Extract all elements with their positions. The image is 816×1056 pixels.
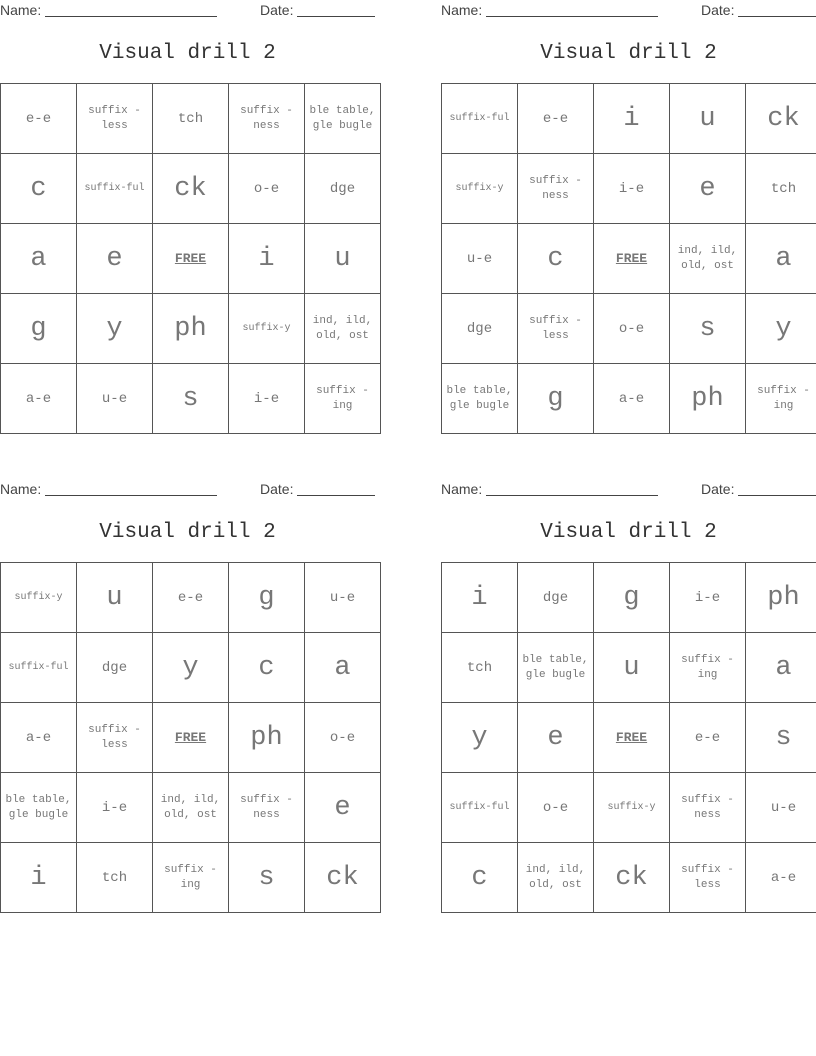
card-title: Visual drill 2 bbox=[99, 42, 276, 65]
grid-cell: tch bbox=[746, 154, 816, 224]
grid-cell: ind, ild, old, ost bbox=[518, 843, 594, 913]
grid-row bbox=[1, 84, 381, 154]
grid-cell: g bbox=[1, 294, 77, 364]
card-header bbox=[441, 0, 816, 22]
grid-row bbox=[1, 563, 381, 633]
grid-cell: suffix-y bbox=[229, 294, 305, 364]
grid-cell: suffix-ful bbox=[442, 84, 518, 154]
free-space-cell: FREE bbox=[594, 703, 670, 773]
grid-cell: suffix - less bbox=[518, 294, 594, 364]
grid-cell: suffix - ing bbox=[153, 843, 229, 913]
name-field-line bbox=[45, 16, 217, 17]
grid-cell: u-e bbox=[77, 364, 153, 434]
grid-cell: u-e bbox=[305, 563, 381, 633]
grid-cell: c bbox=[518, 224, 594, 294]
grid-cell: o-e bbox=[229, 154, 305, 224]
bingo-card bbox=[0, 0, 375, 434]
grid-cell: s bbox=[670, 294, 746, 364]
grid-cell: tch bbox=[153, 84, 229, 154]
grid-cell: e-e bbox=[1, 84, 77, 154]
date-field-line bbox=[738, 495, 816, 496]
grid-cell: s bbox=[229, 843, 305, 913]
grid-cell: i bbox=[1, 843, 77, 913]
grid-cell: c bbox=[442, 843, 518, 913]
grid-cell: tch bbox=[442, 633, 518, 703]
grid-cell: o-e bbox=[518, 773, 594, 843]
grid-cell: o-e bbox=[305, 703, 381, 773]
grid-cell: a bbox=[746, 633, 816, 703]
grid-row bbox=[1, 703, 381, 773]
grid-cell: suffix - less bbox=[670, 843, 746, 913]
grid-cell: ck bbox=[153, 154, 229, 224]
grid-cell: suffix-ful bbox=[77, 154, 153, 224]
grid-cell: ph bbox=[153, 294, 229, 364]
grid-row bbox=[1, 773, 381, 843]
grid-cell: suffix-y bbox=[594, 773, 670, 843]
grid-row bbox=[1, 843, 381, 913]
grid-cell: s bbox=[153, 364, 229, 434]
date-label: Date: bbox=[701, 2, 735, 18]
grid-row bbox=[442, 773, 816, 843]
grid-cell: ck bbox=[746, 84, 816, 154]
card-header bbox=[0, 0, 375, 22]
grid-cell: y bbox=[77, 294, 153, 364]
grid-cell: suffix-ful bbox=[442, 773, 518, 843]
grid-cell: e bbox=[670, 154, 746, 224]
name-label: Name: bbox=[0, 481, 42, 497]
grid-cell: g bbox=[229, 563, 305, 633]
grid-cell: suffix-y bbox=[1, 563, 77, 633]
grid-cell: dge bbox=[77, 633, 153, 703]
grid-row bbox=[1, 154, 381, 224]
grid-row bbox=[1, 294, 381, 364]
grid-cell: ble table, gle bugle bbox=[1, 773, 77, 843]
grid-cell: i-e bbox=[229, 364, 305, 434]
bingo-grid bbox=[0, 562, 381, 913]
bingo-grid bbox=[0, 83, 381, 434]
grid-cell: e-e bbox=[153, 563, 229, 633]
grid-cell: ph bbox=[746, 563, 816, 633]
card-header bbox=[0, 479, 375, 501]
grid-cell: ph bbox=[229, 703, 305, 773]
grid-cell: dge bbox=[305, 154, 381, 224]
grid-cell: u bbox=[77, 563, 153, 633]
grid-cell: e bbox=[77, 224, 153, 294]
name-label: Name: bbox=[0, 2, 42, 18]
bingo-grid bbox=[441, 83, 816, 434]
name-label: Name: bbox=[441, 2, 483, 18]
bingo-grid bbox=[441, 562, 816, 913]
grid-row bbox=[1, 633, 381, 703]
date-label: Date: bbox=[701, 481, 735, 497]
grid-cell: i bbox=[594, 84, 670, 154]
card-header bbox=[441, 479, 816, 501]
date-field-line bbox=[297, 16, 375, 17]
grid-cell: e bbox=[305, 773, 381, 843]
grid-cell: o-e bbox=[594, 294, 670, 364]
date-label: Date: bbox=[260, 2, 294, 18]
grid-cell: a-e bbox=[1, 703, 77, 773]
grid-row bbox=[442, 563, 816, 633]
grid-cell: u-e bbox=[442, 224, 518, 294]
grid-cell: suffix - ing bbox=[670, 633, 746, 703]
grid-cell: c bbox=[1, 154, 77, 224]
grid-cell: y bbox=[746, 294, 816, 364]
grid-cell: a bbox=[305, 633, 381, 703]
grid-cell: e-e bbox=[670, 703, 746, 773]
grid-cell: e bbox=[518, 703, 594, 773]
grid-cell: suffix-ful bbox=[1, 633, 77, 703]
grid-row bbox=[442, 633, 816, 703]
grid-row bbox=[442, 84, 816, 154]
grid-cell: ck bbox=[305, 843, 381, 913]
grid-cell: tch bbox=[77, 843, 153, 913]
grid-cell: suffix - ing bbox=[305, 364, 381, 434]
bingo-card bbox=[0, 479, 375, 913]
grid-row bbox=[442, 364, 816, 434]
grid-row bbox=[442, 294, 816, 364]
grid-cell: e-e bbox=[518, 84, 594, 154]
grid-cell: i bbox=[229, 224, 305, 294]
card-title: Visual drill 2 bbox=[99, 521, 276, 544]
grid-cell: a bbox=[746, 224, 816, 294]
grid-cell: ph bbox=[670, 364, 746, 434]
grid-cell: suffix - ness bbox=[229, 773, 305, 843]
grid-cell: suffix - ing bbox=[746, 364, 816, 434]
grid-cell: suffix - ness bbox=[670, 773, 746, 843]
grid-row bbox=[442, 843, 816, 913]
name-field-line bbox=[45, 495, 217, 496]
grid-cell: suffix-y bbox=[442, 154, 518, 224]
grid-cell: i-e bbox=[594, 154, 670, 224]
grid-cell: ind, ild, old, ost bbox=[305, 294, 381, 364]
grid-cell: dge bbox=[442, 294, 518, 364]
grid-cell: ble table, gle bugle bbox=[305, 84, 381, 154]
grid-cell: g bbox=[518, 364, 594, 434]
grid-cell: c bbox=[229, 633, 305, 703]
card-title: Visual drill 2 bbox=[540, 521, 717, 544]
grid-row bbox=[1, 224, 381, 294]
grid-row bbox=[442, 224, 816, 294]
grid-cell: suffix - ness bbox=[229, 84, 305, 154]
grid-cell: suffix - less bbox=[77, 84, 153, 154]
grid-cell: g bbox=[594, 563, 670, 633]
grid-cell: i-e bbox=[77, 773, 153, 843]
date-label: Date: bbox=[260, 481, 294, 497]
grid-cell: a-e bbox=[594, 364, 670, 434]
card-title: Visual drill 2 bbox=[540, 42, 717, 65]
grid-cell: i bbox=[442, 563, 518, 633]
grid-cell: u bbox=[305, 224, 381, 294]
grid-cell: y bbox=[153, 633, 229, 703]
grid-cell: u-e bbox=[746, 773, 816, 843]
grid-cell: a-e bbox=[746, 843, 816, 913]
grid-cell: u bbox=[670, 84, 746, 154]
grid-cell: ck bbox=[594, 843, 670, 913]
name-field-line bbox=[486, 16, 658, 17]
grid-row bbox=[442, 154, 816, 224]
grid-cell: a-e bbox=[1, 364, 77, 434]
grid-cell: ble table, gle bugle bbox=[442, 364, 518, 434]
bingo-card bbox=[441, 0, 816, 434]
grid-cell: s bbox=[746, 703, 816, 773]
free-space-cell: FREE bbox=[594, 224, 670, 294]
name-field-line bbox=[486, 495, 658, 496]
grid-cell: ind, ild, old, ost bbox=[153, 773, 229, 843]
grid-cell: y bbox=[442, 703, 518, 773]
grid-cell: suffix - less bbox=[77, 703, 153, 773]
grid-cell: i-e bbox=[670, 563, 746, 633]
grid-cell: ble table, gle bugle bbox=[518, 633, 594, 703]
name-label: Name: bbox=[441, 481, 483, 497]
grid-row bbox=[442, 703, 816, 773]
free-space-cell: FREE bbox=[153, 703, 229, 773]
grid-cell: a bbox=[1, 224, 77, 294]
grid-row bbox=[1, 364, 381, 434]
grid-cell: ind, ild, old, ost bbox=[670, 224, 746, 294]
date-field-line bbox=[297, 495, 375, 496]
bingo-card bbox=[441, 479, 816, 913]
grid-cell: suffix - ness bbox=[518, 154, 594, 224]
date-field-line bbox=[738, 16, 816, 17]
grid-cell: u bbox=[594, 633, 670, 703]
free-space-cell: FREE bbox=[153, 224, 229, 294]
grid-cell: dge bbox=[518, 563, 594, 633]
